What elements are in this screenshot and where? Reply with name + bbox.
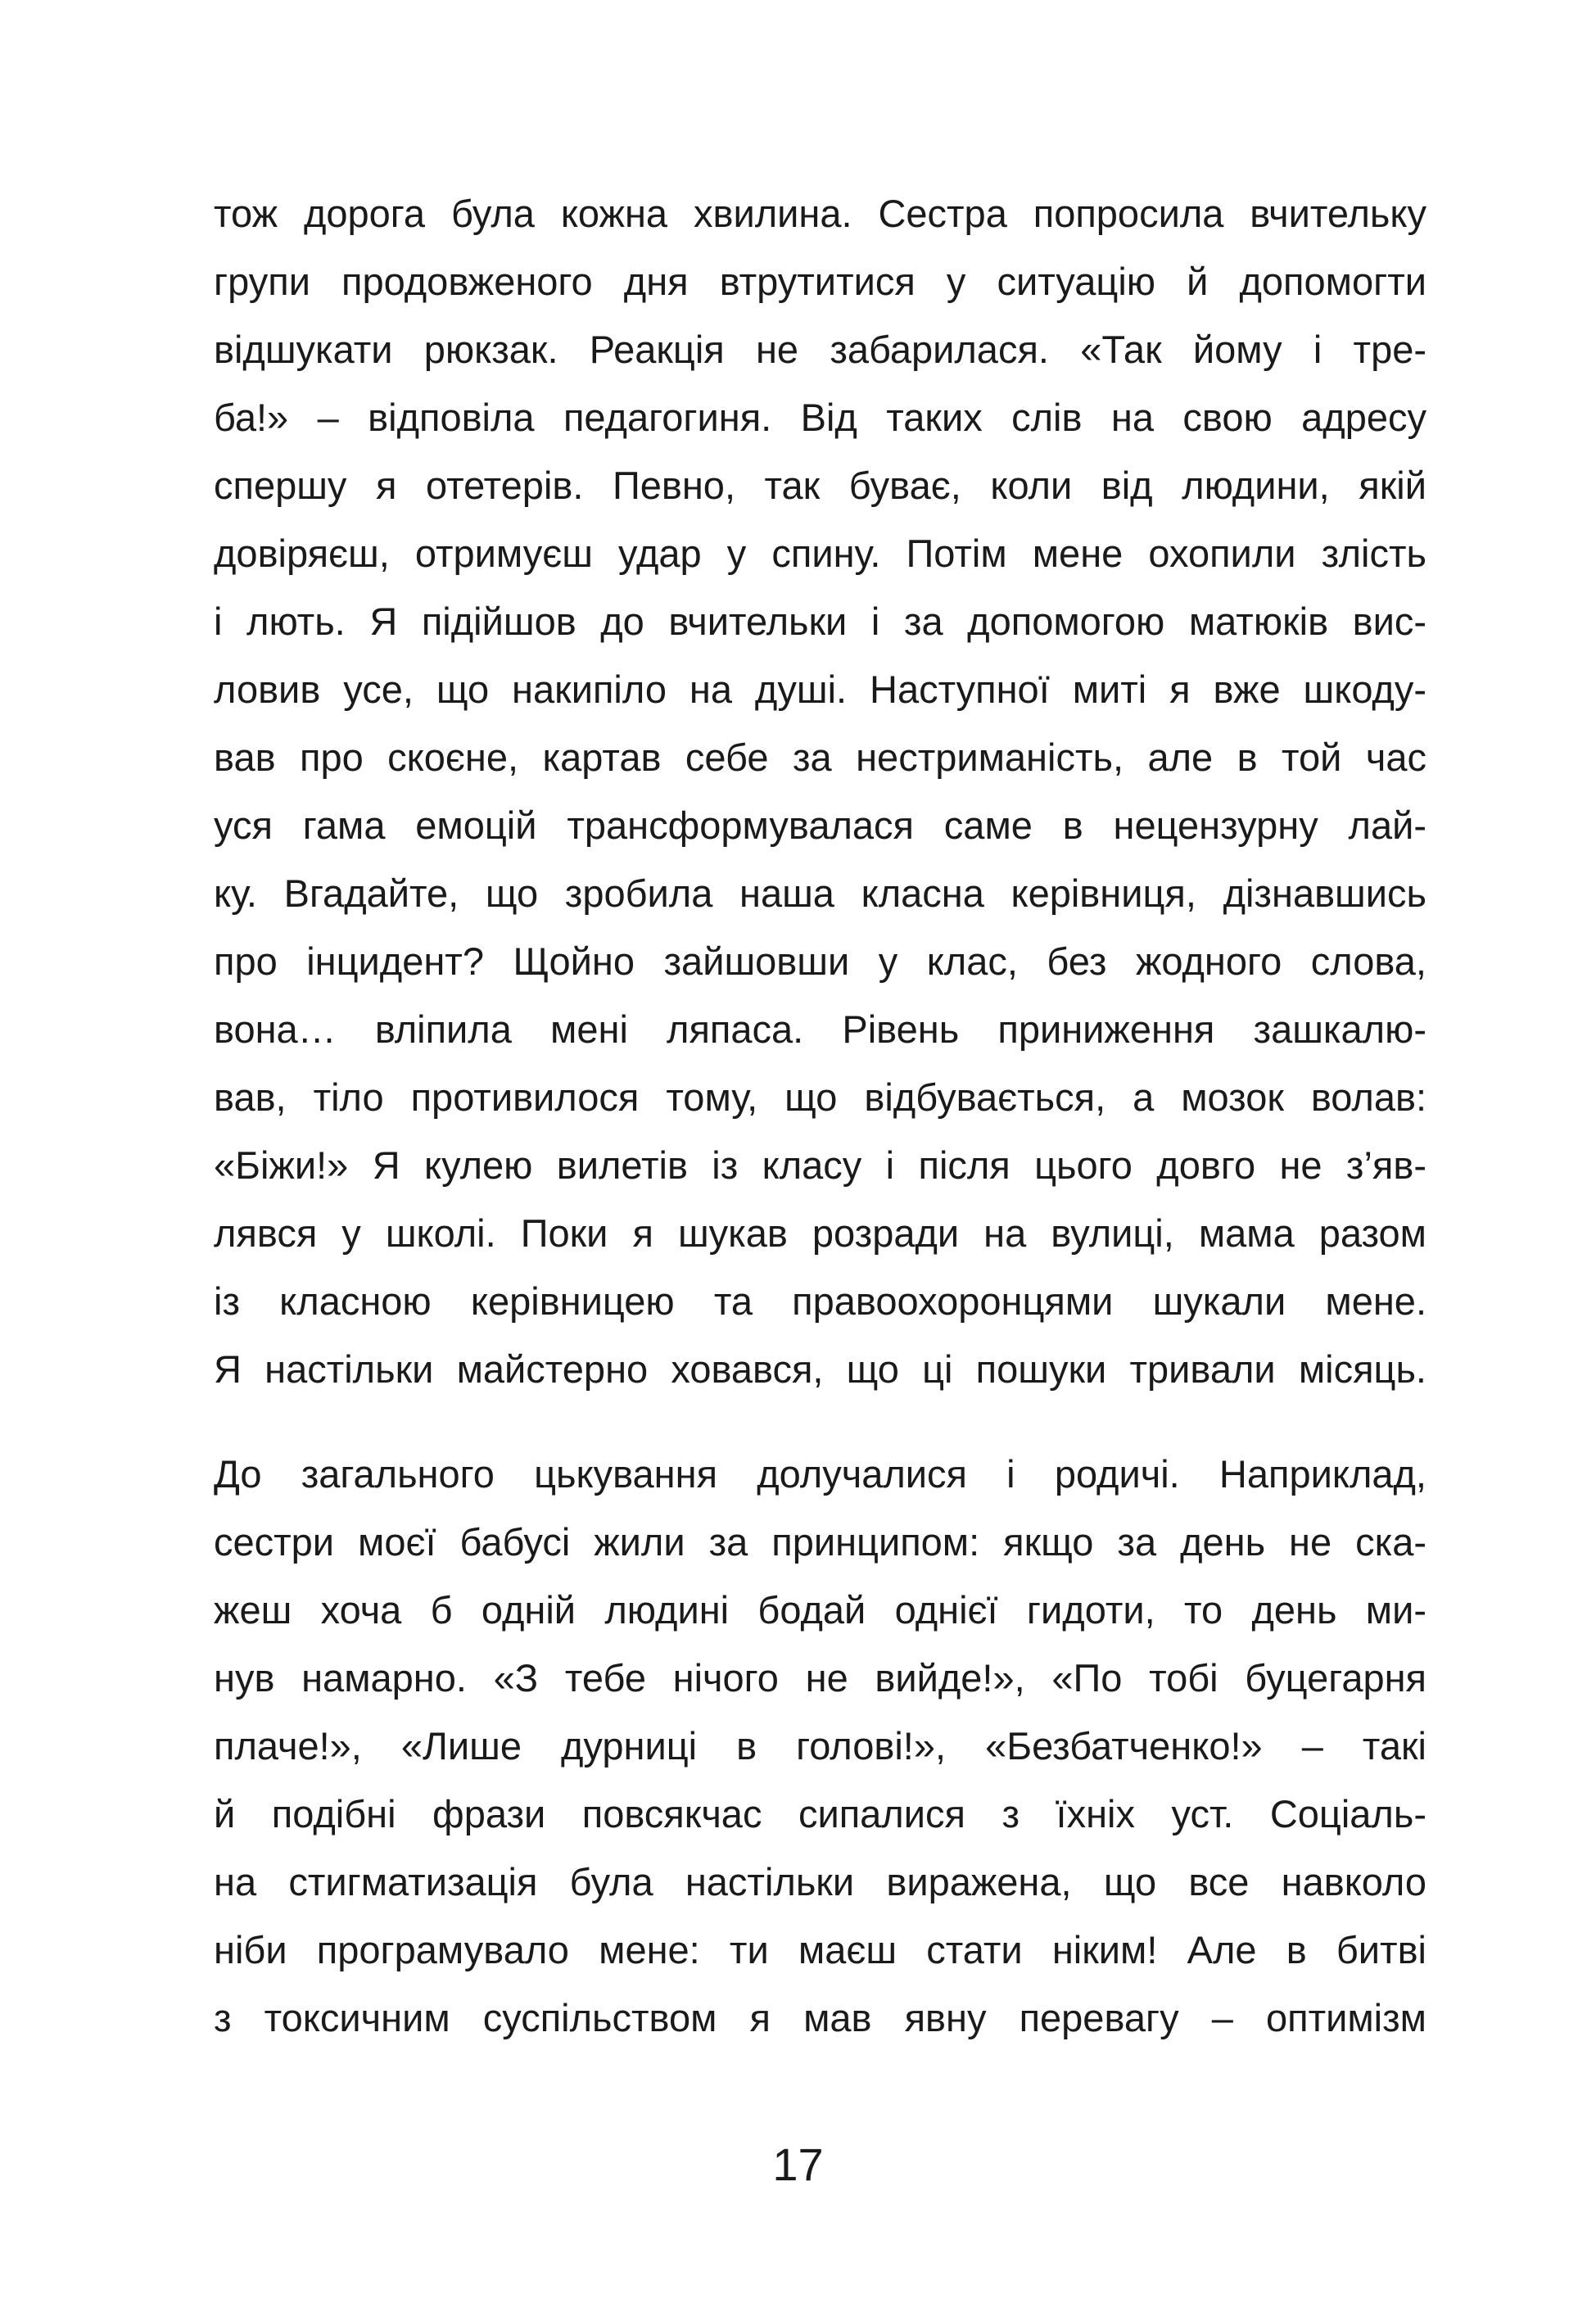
text-line: вона… вліпила мені ляпаса. Рівень приниження зашкалю- xyxy=(214,1007,1426,1051)
text-line: ніби програмувало мене: ти маєш стати ніким! Але в битві xyxy=(214,1928,1426,1971)
text-line: ловив усе, що накипіло на душі. Наступної миті я вже шкоду- xyxy=(214,668,1426,711)
text-line: вав, тіло противилося тому, що відбувається, а мозок волав: xyxy=(214,1075,1426,1119)
text-line: уся гама емоцій трансформувалася саме в нецензурну лай- xyxy=(214,803,1426,847)
text-line: Я настільки майстерно ховався, що ці пошуки тривали місяць. xyxy=(214,1347,1426,1391)
text-line: лявся у школі. Поки я шукав розради на вулиці, мама разом xyxy=(214,1211,1426,1255)
text-line: «Біжи!» Я кулею вилетів із класу і після цього довго не з’яв- xyxy=(214,1143,1426,1187)
text-line: вав про скоєне, картав себе за нестриманість, але в той час xyxy=(214,736,1426,779)
text-line: на стигматизація була настільки виражена, що все навколо xyxy=(214,1860,1426,1903)
text-line: тож дорога була кожна хвилина. Сестра попросила вчительку xyxy=(214,192,1426,235)
text-line: відшукати рюкзак. Реакція не забарилася. «Так йому і тре- xyxy=(214,328,1426,371)
text-line: групи продовженого дня втрутитися у ситуацію й допомогти xyxy=(214,260,1426,303)
text-line: плаче!», «Лише дурниці в голові!», «Безбатченко!» – такі xyxy=(214,1724,1426,1768)
text-line: про інцидент? Щойно зайшовши у клас, без жодного слова, xyxy=(214,939,1426,983)
text-line: ба!» – відповіла педагогиня. Від таких слів на свою адресу xyxy=(214,396,1426,439)
text-line: ку. Вгадайте, що зробила наша класна керівниця, дізнавшись xyxy=(214,871,1426,915)
text-line: із класною керівницею та правоохоронцями шукали мене. xyxy=(214,1279,1426,1323)
text-line: з токсичним суспільством я мав явну перевагу – оптимізм xyxy=(214,1996,1426,2039)
text-line: і лють. Я підійшов до вчительки і за допомогою матюків вис- xyxy=(214,600,1426,643)
text-line: спершу я отетерів. Певно, так буває, коли від людини, якій xyxy=(214,464,1426,507)
text-line: До загального цькування долучалися і родичі. Наприклад, xyxy=(214,1452,1426,1496)
paragraph-2 xyxy=(214,1440,1426,2052)
text-line: сестри моєї бабусі жили за принципом: якщо за день не ска- xyxy=(214,1520,1426,1564)
text-line: довіряєш, отримуєш удар у спину. Потім мене охопили злість xyxy=(214,532,1426,575)
page-number: 17 xyxy=(772,2139,824,2190)
text-line: жеш хоча б одній людині бодай однієї гидоти, то день ми- xyxy=(214,1588,1426,1632)
paragraph-1 xyxy=(214,179,1426,1403)
text-line: й подібні фрази повсякчас сипалися з їхніх уст. Соціаль- xyxy=(214,1792,1426,1835)
text-line: нув намарно. «З тебе нічого не вийде!», «По тобі буцегарня xyxy=(214,1656,1426,1700)
